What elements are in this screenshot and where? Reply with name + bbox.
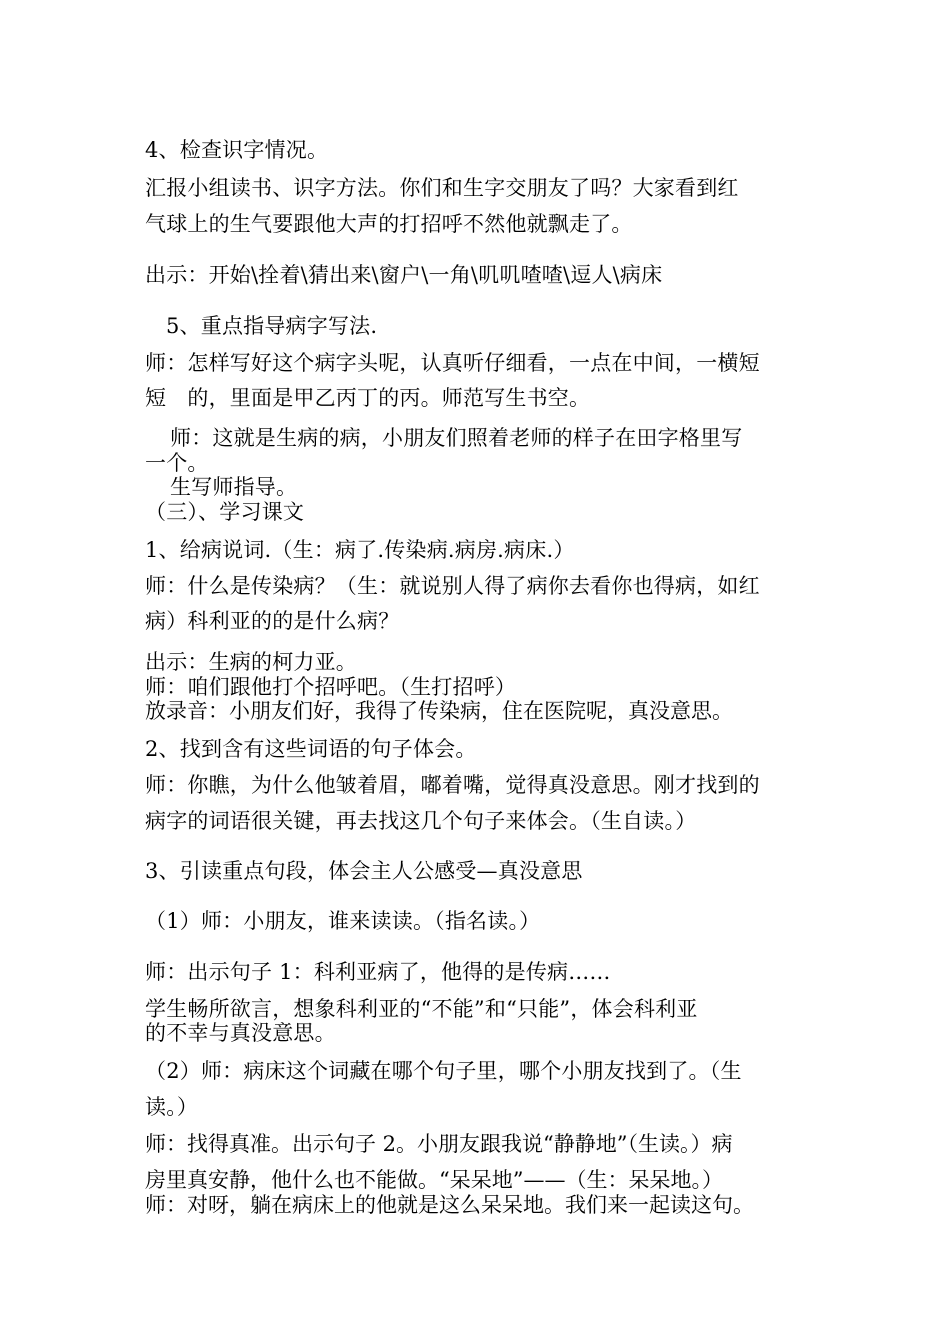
paragraph-line: 出示：生病的柯力亚。 xyxy=(145,650,357,674)
paragraph-line: 2、找到含有这些词语的句子体会。 xyxy=(145,737,477,761)
paragraph-line: 1、给病说词.（生：病了.传染病.病房.病床.） xyxy=(145,538,575,562)
heading-writing-guidance: 5、重点指导病字写法. xyxy=(166,314,378,338)
paragraph-line: 师：出示句子 1：科利亚病了，他得的是传病…… xyxy=(145,960,611,984)
paragraph-line: 病）科利亚的的是什么病？ xyxy=(145,609,400,633)
heading-check-literacy: 4、检查识字情况。 xyxy=(145,138,329,162)
paragraph-line: 3、引读重点句段，体会主人公感受—真没意思 xyxy=(145,859,583,883)
paragraph-line: 读。） xyxy=(145,1095,199,1119)
paragraph-line: 出示：开始\拴着\猜出来\窗户\一角\叽叽喳喳\逗人\病床 xyxy=(145,263,663,287)
paragraph-line: （1）师：小朋友，谁来读读。（指名读。） xyxy=(145,909,541,933)
paragraph-line: 生写师指导。 xyxy=(170,475,298,499)
paragraph-line: 师：咱们跟他打个招呼吧。（生打招呼） xyxy=(145,675,517,699)
paragraph-line: 师：对呀，躺在病床上的他就是这么呆呆地。我们来一起读这句。 xyxy=(145,1193,754,1217)
paragraph-line: 汇报小组读书、识字方法。你们和生字交朋友了吗？大家看到红 xyxy=(145,176,739,200)
paragraph-line: 病字的词语很关键，再去找这几个句子来体会。（生自读。） xyxy=(145,809,697,833)
paragraph-line: 师：找得真准。出示句子 2。小朋友跟我说“静静地”（生读。）病 xyxy=(145,1132,733,1156)
paragraph-line: 师：怎样写好这个病字头呢，认真听仔细看，一点在中间，一横短 xyxy=(145,351,760,375)
paragraph-line: 学生畅所欲言，想象科利亚的“不能”和“只能”，体会科利亚 xyxy=(145,997,698,1021)
paragraph-line: 一个。 xyxy=(145,451,209,475)
paragraph-line: 的不幸与真没意思。 xyxy=(145,1021,336,1045)
paragraph-line: 短 的，里面是甲乙丙丁的丙。师范写生书空。 xyxy=(145,386,591,410)
paragraph-line: 师：什么是传染病？（生：就说别人得了病你去看你也得病，如红 xyxy=(145,574,760,598)
paragraph-line: （2）师：病床这个词藏在哪个句子里，哪个小朋友找到了。（生 xyxy=(145,1059,742,1083)
paragraph-line: 师：这就是生病的病，小朋友们照着老师的样子在田字格里写 xyxy=(170,426,743,450)
section-heading-learn-text: （三）、学习课文 xyxy=(145,500,305,524)
paragraph-line: 气球上的生气要跟他大声的打招呼不然他就飘走了。 xyxy=(145,212,633,236)
paragraph-line: 师：你瞧，为什么他皱着眉，嘟着嘴，觉得真没意思。刚才找到的 xyxy=(145,773,760,797)
paragraph-line: 房里真安静，他什么也不能做。“呆呆地”——（生：呆呆地。） xyxy=(145,1168,723,1192)
paragraph-line: 放录音：小朋友们好，我得了传染病，住在医院呢，真没意思。 xyxy=(145,699,733,723)
